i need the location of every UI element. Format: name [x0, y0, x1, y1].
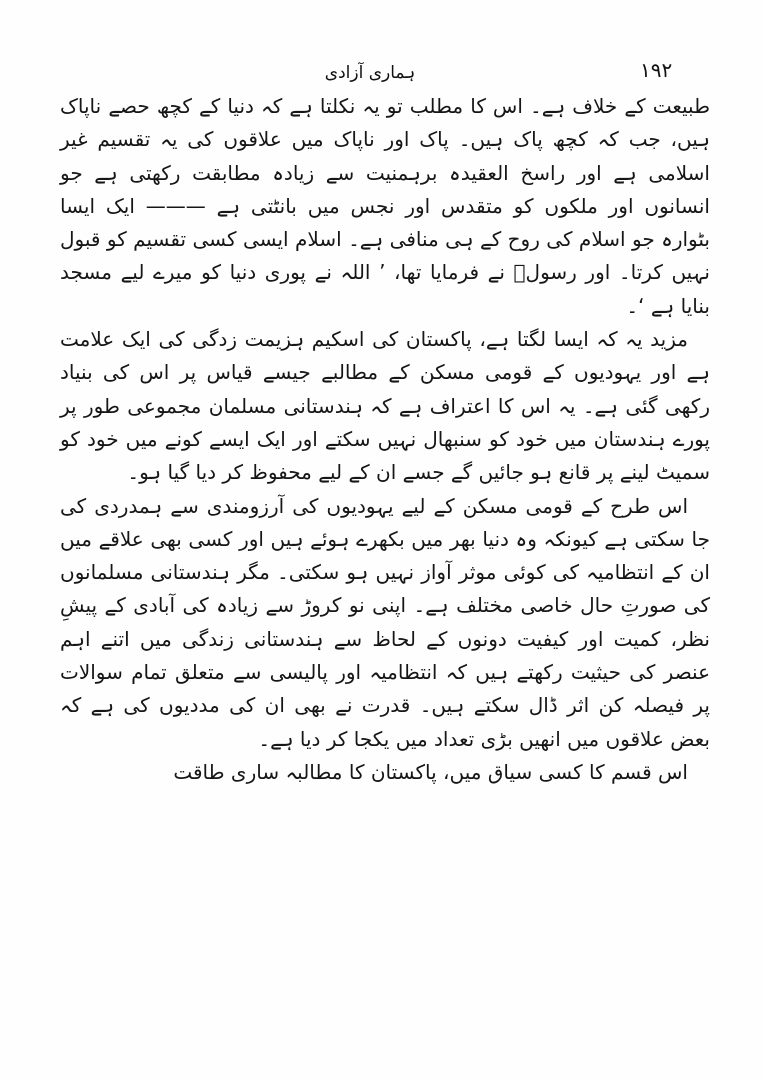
- paragraph: طبیعت کے خلاف ہے۔ اس کا مطلب تو یہ نکلتا ہے کہ دنیا کے کچھ حصے ناپاک ہیں، جب کہ کچھ پاک ہیں۔ پاک اور ناپاک میں علاقوں کی یہ تقسیم غیر اسلامی ہے اور راسخ العقیدہ برہمنیت سے زیادہ مطابقت رکھتی ہے جو انسانوں اور ملکوں کو متقدس اور نجس میں بانٹتی ہے ——— ایک ایسا بٹوارہ جو اسلام کی روح کے ہی منافی ہے۔ اسلام ایسی کسی تقسیم کو قبول نہیں کرتا۔ اور رسولؐ نے فرمایا تھا، ’ اللہ نے پوری دنیا کو میرے لیے مسجد بنایا ہے ‘۔: [60, 94, 710, 318]
- paragraph: اس قسم کا کسی سیاق میں، پاکستان کا مطالبہ ساری طاقت: [173, 759, 688, 784]
- running-title: ہماری آزادی: [324, 63, 416, 83]
- paragraph: مزید یہ کہ ایسا لگتا ہے، پاکستان کی اسکیم ہزیمت زدگی کی ایک علامت ہے اور یہودیوں کے قومی مسکن کے مطالبے جیسے قیاس پر اس کی بنیاد رکھی گئی ہے۔ یہ اس کا اعتراف ہے کہ ہندستانی مسلمان مجموعی طور پر پورے ہندستان میں خود کو سنبھال نہیں سکتے اور ایک ایسے کونے میں خود کو سمیٹ لینے پر قانع ہو جائیں گے جسے ان کے لیے محفوظ کر دیا گیا ہو۔: [60, 327, 710, 485]
- page-number: ۱۹۲: [640, 58, 673, 82]
- body-text: [60, 90, 710, 789]
- paragraph: اس طرح کے قومی مسکن کے لیے یہودیوں کی آرزومندی سے ہمدردی کی جا سکتی ہے کیونکہ وہ دنیا بھر میں بکھرے ہوئے ہیں اور کسی بھی علاقے میں ان کے انتظامیہ کی کوئی موثر آواز نہیں ہو سکتی۔ مگر ہندستانی مسلمانوں کی صورتِ حال خاصی مختلف ہے۔ اپنی نو کروڑ سے زیادہ کی آبادی کے پیشِ نظر، کمیت اور کیفیت دونوں کے لحاظ سے ہندستانی زندگی میں اتنے اہم عنصر کی حیثیت رکھتے ہیں کہ انتظامیہ اور پالیسی سے متعلق تمام سوالات پر فیصلہ کن اثر ڈال سکتے ہیں۔ قدرت نے بھی ان کی مددیوں کی ہے کہ بعض علاقوں میں انھیں بڑی تعداد میں یکجا کر دیا ہے۔: [60, 493, 710, 751]
